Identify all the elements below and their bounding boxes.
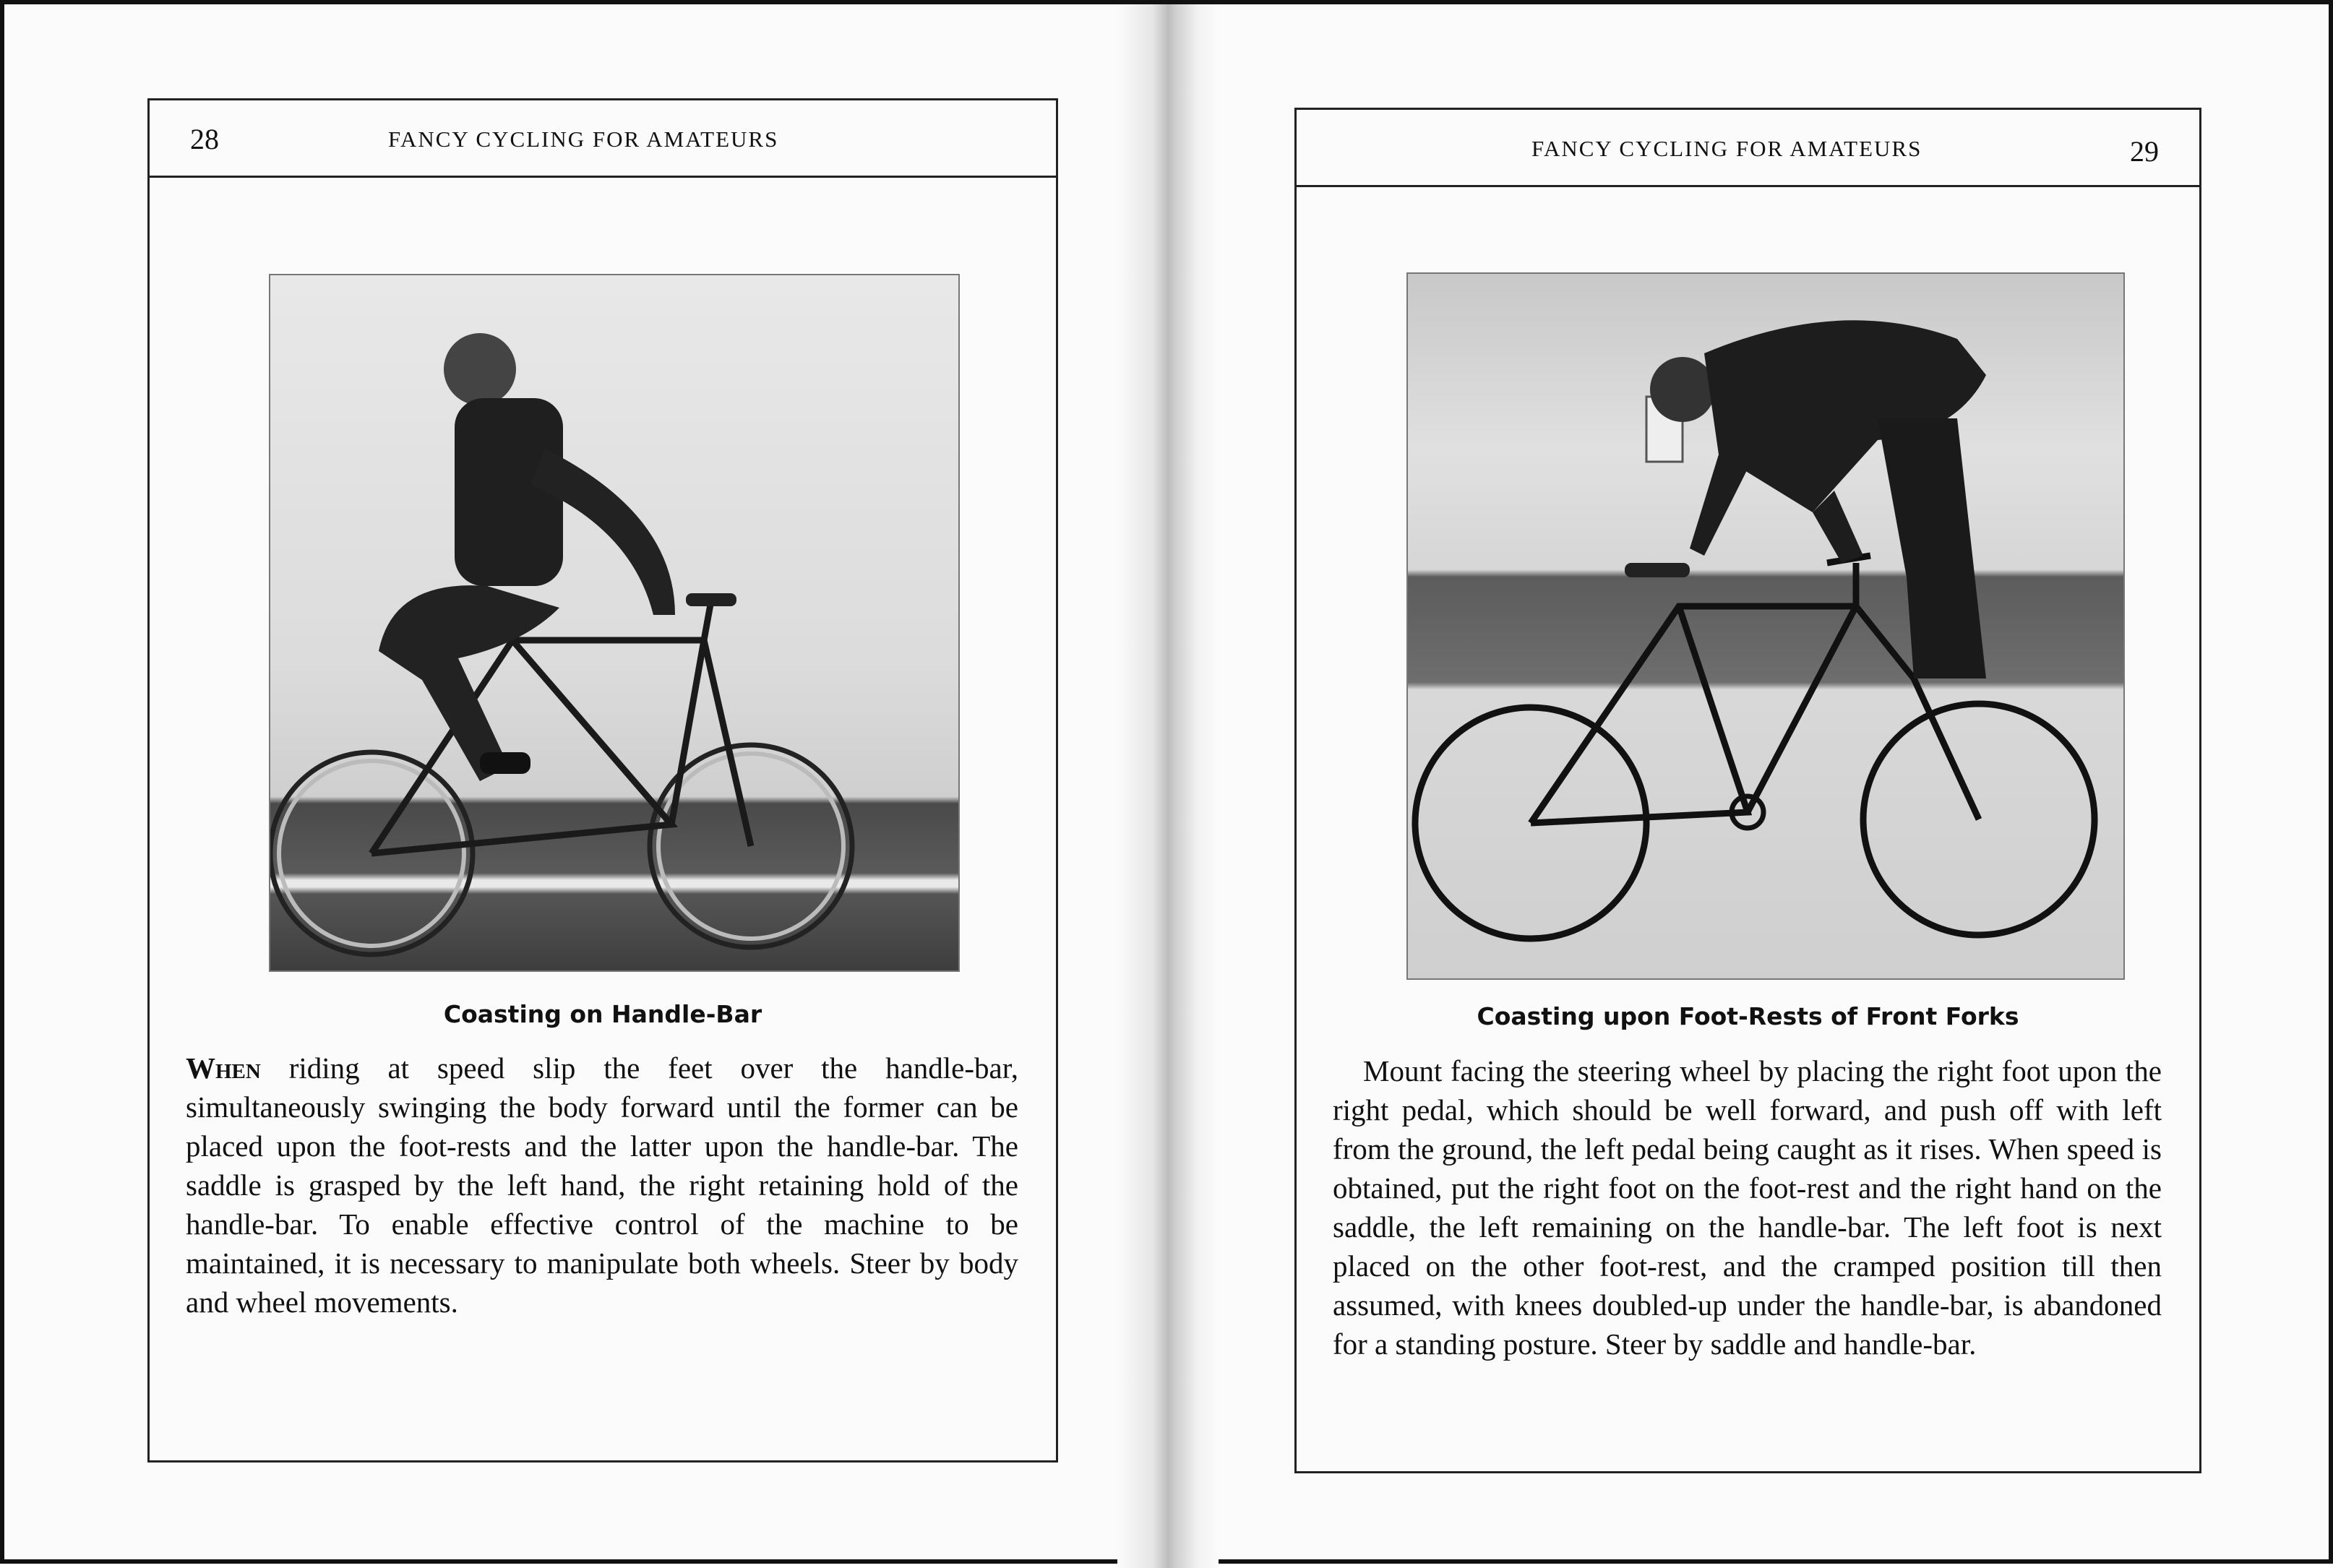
left-page: [147, 98, 1058, 1463]
left-running-head: [150, 100, 1056, 178]
right-photo-illustration: [1408, 274, 2123, 978]
left-photo-cyclist-coasting-handle-bar: [269, 274, 960, 972]
left-body-text: riding at speed slip the feet over the handle-bar, simultaneously swinging the body forward until the former can be placed upon the foot-rests and the latter upon the handle-bar. The saddle is grasped by the left hand, the right retaining hold of the handle-bar. To enable effective control of the machine to be maintained, it is necessary to manipulate both wheels. Steer by body and wheel movements.: [186, 1051, 1018, 1319]
right-body-paragraph: [1333, 1051, 2162, 1364]
right-photo-caption: Coasting upon Foot-Rests of Front Forks: [1477, 1002, 2019, 1030]
left-opening-word: When: [186, 1051, 261, 1085]
left-body-paragraph: [186, 1048, 1018, 1322]
right-body-text: Mount facing the steering wheel by placing the right foot upon the right pedal, which should be well forward, and push off with left from the ground, the left pedal being caught as it rises. When speed is obtained, put the right foot on the foot-rest and the right hand on the saddle, the left remaining on the handle-bar. The left foot is next placed on the other foot-rest, and the cramped position till then assumed, with knees doubled-up under the handle-bar, is abandoned for a standing posture. Steer by saddle and handle-bar.: [1333, 1054, 2162, 1361]
right-photo-cyclist-on-foot-rests: [1406, 272, 2125, 980]
book-gutter: [1117, 4, 1219, 1568]
left-photo-caption: Coasting on Handle-Bar: [443, 1000, 762, 1028]
right-page: [1294, 108, 2201, 1473]
left-page-number: 28: [190, 123, 219, 155]
right-running-head: [1297, 110, 2199, 187]
left-running-title: FANCY CYCLING FOR AMATEURS: [388, 126, 779, 152]
right-running-title: FANCY CYCLING FOR AMATEURS: [1531, 136, 1922, 161]
left-photo-illustration: [270, 275, 958, 970]
right-page-number: 29: [2130, 135, 2159, 168]
